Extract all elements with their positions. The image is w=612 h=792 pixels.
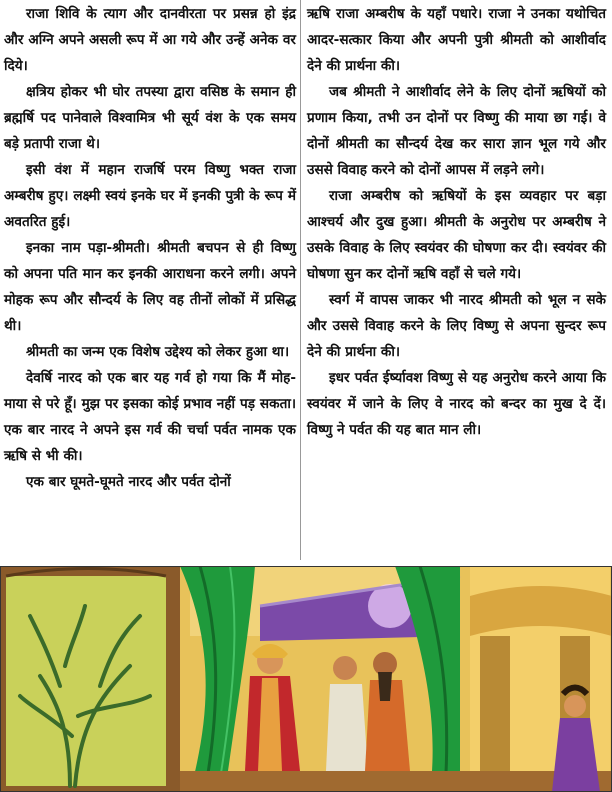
paragraph: इनका नाम पड़ा-श्रीमती। श्रीमती बचपन से ही विष्णु को अपना पति मान कर इनकी आराधना करने लगी। अपने मोहक रूप और सौन्दर्य के लिए वह तीनों लोकों में प्रसिद्ध थी।	[4, 240, 296, 334]
palace-scene-drawing	[0, 566, 612, 792]
paragraph: जब श्रीमती ने आशीर्वाद लेने के लिए दोनों ऋषियों को प्रणाम किया, तभी उन दोनों पर विष्णु की माया छा गई। वे दोनों श्रीमती का सौन्दर्य देख कर सारा ज्ञान भूल गये और उससे विवाह करने को दोनों आपस में लड़ने लगे।	[307, 84, 606, 178]
tree-panel	[0, 566, 180, 792]
paragraph: राजा अम्बरीष को ऋषियों के इस व्यवहार पर बड़ा आश्चर्य और दुख हुआ। श्रीमती के अनुरोध पर अम्बरीष ने उसके विवाह के लिए स्वयंवर की घोषणा कर दी। स्वयंवर की घोषणा सुन कर दोनों ऋषि वहाँ से चले गये।	[307, 188, 606, 282]
paragraph: स्वर्ग में वापस जाकर भी नारद श्रीमती को भूल न सके और उससे विवाह करने के लिए विष्णु से अपना सुन्दर रूप देने की प्रार्थना की।	[307, 292, 606, 360]
paragraph: ऋषि राजा अम्बरीष के यहाँ पधारे। राजा ने उनका यथोचित आदर-सत्कार किया और अपनी पुत्री श्रीमती को आशीर्वाद देने की प्रार्थना की।	[307, 6, 606, 74]
paragraph: एक बार घूमते-घूमते नारद और पर्वत दोनों	[26, 474, 231, 490]
left-text-column	[0, 0, 300, 560]
paragraph: क्षत्रिय होकर भी घोर तपस्या द्वारा वसिष्ठ के समान ही ब्रह्मर्षि पद पानेवाले विश्वामित्र भी सूर्य वंश के एक समय बड़े प्रतापी राजा थे।	[4, 84, 296, 152]
paragraph: राजा शिवि के त्याग और दानवीरता पर प्रसन्न हो इंद्र और अग्नि अपने असली रूप में आ गये और उन्हें अनेक वर दिये।	[4, 6, 296, 74]
paragraph: देवर्षि नारद को एक बार यह गर्व हो गया कि मैं मोह-माया से परे हूँ। मुझ पर इसका कोई प्रभाव नहीं पड़ सकता। एक बार नारद ने अपने इस गर्व की चर्चा पर्वत नामक एक ऋषि से भी की।	[4, 370, 296, 464]
right-text-column	[300, 0, 612, 560]
paragraph: इधर पर्वत ईर्ष्यावश विष्णु से यह अनुरोध करने आया कि स्वयंवर में जाने के लिए वे नारद को बन्दर का मुख दे दें। विष्णु ने पर्वत की यह बात मान ली।	[307, 370, 606, 438]
paragraph: श्रीमती का जन्म एक विशेष उद्देश्य को लेकर हुआ था।	[26, 344, 290, 360]
story-illustration	[0, 566, 612, 792]
paragraph: इसी वंश में महान राजर्षि परम विष्णु भक्त राजा अम्बरीष हुए। लक्ष्मी स्वयं इनके घर में इनकी पुत्री के रूप में अवतरित हुई।	[4, 162, 296, 230]
